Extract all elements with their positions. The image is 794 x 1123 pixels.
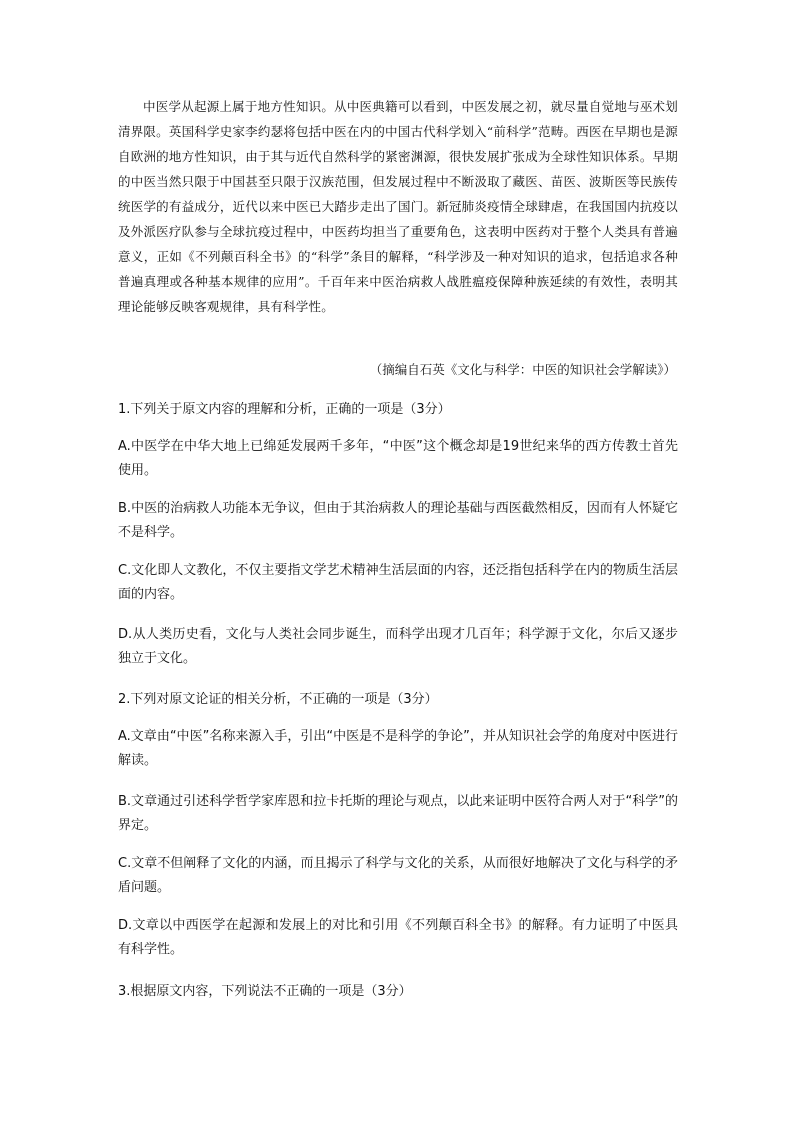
question-3-stem: 3.根据原文内容，下列说法不正确的一项是（3分） [118, 984, 412, 999]
passage-paragraph: 中医学从起源上属于地方性知识。从中医典籍可以看到，中医发展之初，就尽量自觉地与巫术划清界限。英国科学史家李约瑟将包括中医在内的中国古代科学划入“前科学”范畴。西医在早期也是源自欧洲的地方性知识，由于其与近代自然科学的紧密渊源，很快发展扩张成为全球性知识体系。早期的中医当然只限于中国甚至只限于汉族范围，但发展过程中不断汲取了藏医、苗医、波斯医等民族传统医学的有益成分，近代以来中医已大踏步走出了国门。新冠肺炎疫情全球肆虐，在我国国内抗疫以及外派医疗队参与全球抗疫过程中，中医药均担当了重要角色，这表明中医药对于整个人类具有普遍意义，正如《不列颠百科全书》的“科学”条目的解释，“科学涉及一种对知识的追求，包括追求各种普遍真理或各种基本规律的应用”。千百年来中医治病救人战胜瘟疫保障种族延续的有效性，表明其理论能够反映客观规律，具有科学性。 [118, 99, 678, 314]
question-1-stem: 1.下列关于原文内容的理解和分析，正确的一项是（3分） [118, 402, 451, 417]
passage-source: （摘编自石英《文化与科学：中医的知识社会学解读》） [369, 362, 676, 377]
question-1-option-a: A.中医学在中华大地上已绵延发展两千多年，“中医”这个概念却是19世纪来华的西方传教士首先使用。 [118, 439, 678, 478]
question-1-option-c: C.文化即人文教化，不仅主要指文学艺术精神生活层面的内容，还泛指包括科学在内的物质生活层面的内容。 [118, 563, 678, 602]
question-2-option-d: D.文章以中西医学在起源和发展上的对比和引用《不列颠百科全书》的解释。有力证明了中医具有科学性。 [118, 918, 678, 957]
question-1-option-d: D.从人类历史看，文化与人类社会同步诞生，而科学出现才几百年；科学源于文化，尔后又逐步独立于文化。 [118, 627, 678, 666]
question-2-option-b: B.文章通过引述科学哲学家库恩和拉卡托斯的理论与观点，以此来证明中医符合两人对于“科学”的界定。 [118, 794, 678, 833]
question-2-option-a: A.文章由“中医”名称来源入手，引出“中医是不是科学的争论”，并从知识社会学的角度对中医进行解读。 [118, 729, 678, 768]
question-1-option-b: B.中医的治病救人功能本无争议，但由于其治病救人的理论基础与西医截然相反，因而有人怀疑它不是科学。 [118, 501, 678, 540]
question-2-option-c: C.文章不但阐释了文化的内涵，而且揭示了科学与文化的关系，从而很好地解决了文化与科学的矛盾问题。 [118, 856, 678, 895]
question-2-stem: 2.下列对原文论证的相关分析，不正确的一项是（3分） [118, 692, 438, 707]
